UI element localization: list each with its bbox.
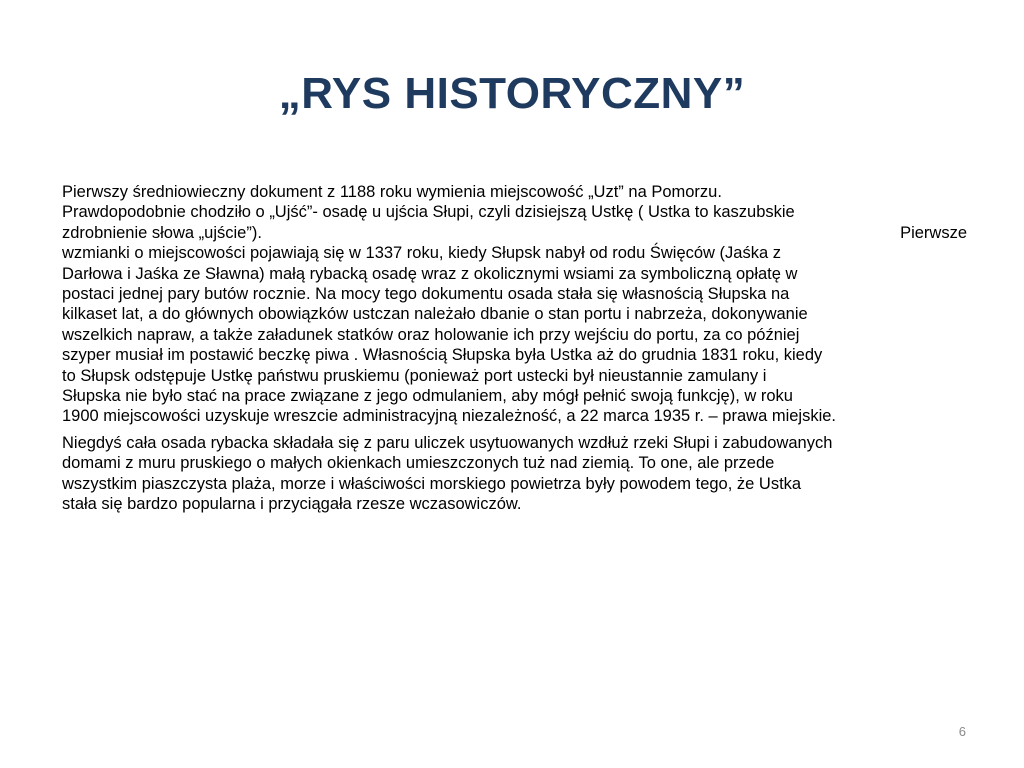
paragraph-1-part-a: Pierwszy średniowieczny dokument z 1188 roku wymienia miejscowość „Uzt” na Pomorzu. Prawdopodobnie chodziło o „Ujść”- osadę u ujścia Słupi, czyli dzisiejszą Ustkę ( Ustka to kaszubskie: [62, 183, 795, 222]
slide-body: [62, 182, 967, 521]
slide-title: „RYS HISTORYCZNY”: [278, 69, 746, 118]
paragraph-1-part-b: wzmianki o miejscowości pojawiają się w 1337 roku, kiedy Słupsk nabył od rodu Święców (Jaśka z Darłowa i Jaśka ze Sławna) małą rybacką osadę wraz z okolicznymi wsiami za symboliczną opłatę w postaci jednej pary butów rocznie. Na mocy tego dokumentu osada stała się własnością Słupska na kilkaset lat, a do głównych obowiązków ustczan należało dbanie o stan portu i nabrzeża, dokonywanie wszelkich napraw, a także załadunek statków oraz holowanie ich przy wejściu do portu, za co później szyper musiał im postawić beczkę piwa . Własnością Słupska była Ustka aż do grudnia 1831 roku, kiedy to Słupsk odstępuje Ustkę państwu pruskiemu (ponieważ port ustecki był nieustannie zamulany i Słupska nie było stać na prace związane z jego odmulaniem, aby mógł pełnić swoją funkcję), w roku 1900 miejscowości uzyskuje wreszcie administracyjną niezależność, a 22 marca 1935 r. – prawa miejskie.: [62, 244, 837, 426]
paragraph-1-split-right: Pierwsze: [900, 223, 967, 242]
paragraph-history-2: Niegdyś cała osada rybacka składała się z paru uliczek usytuowanych wzdłuż rzeki Słupi i zabudowanych domami z muru pruskiego o małych okienkach umieszczonych tuż nad ziemią. To one, ale przede wszystkim piaszczysta plaża, morze i właściwości morskiego powietrza były powodem tego, że Ustka stała się bardzo popularna i przyciągała rzesze wczasowiczów.: [62, 433, 833, 514]
paragraph-1-split-line: [62, 223, 967, 243]
paragraph-history-1: [62, 182, 967, 427]
page-number: 6: [958, 724, 966, 739]
paragraph-1-split-left: zdrobnienie słowa „ujście”).: [62, 223, 262, 242]
